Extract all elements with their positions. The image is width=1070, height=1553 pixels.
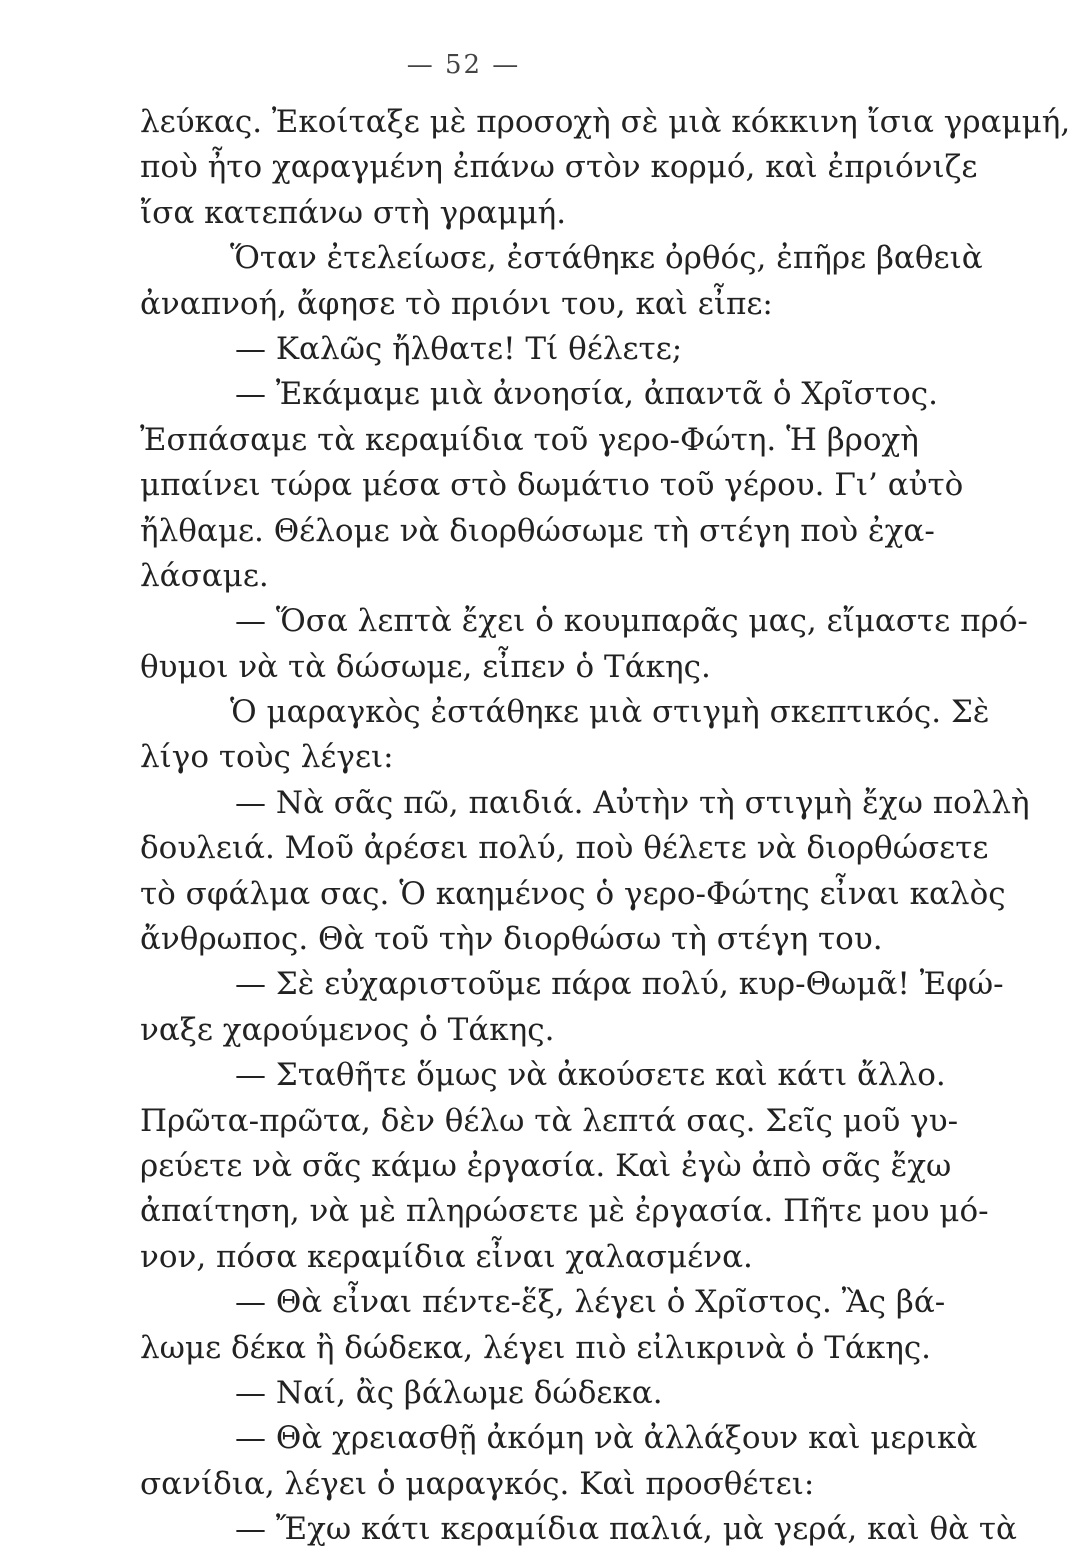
text-line: λίγο τοὺς λέγει: [140, 739, 394, 776]
text-line: — Θὰ χρειασθῇ ἀκόμη νὰ ἀλλάξουν καὶ μερικὰ [235, 1420, 978, 1457]
text-line: λεύκας. Ἐκοίταξε μὲ προσοχὴ σὲ μιὰ κόκκινη ἴσια γραμμή, [140, 104, 1070, 140]
text-line: — Ἔχω κάτι κεραμίδια παλιά, μὰ γερά, καὶ θὰ τὰ [235, 1511, 1017, 1548]
text-line: Ὅταν ἐτελείωσε, ἐστάθηκε ὀρθός, ἐπῆρε βαθειὰ [230, 240, 983, 277]
text-line: νον, πόσα κεραμίδια εἶναι χαλασμένα. [140, 1238, 753, 1275]
text-line: ἀναπνοή, ἄφησε τὸ πριόνι του, καὶ εἶπε: [140, 285, 773, 322]
text-line: — Σταθῆτε ὅμως νὰ ἀκούσετε καὶ κάτι ἄλλο. [235, 1057, 946, 1094]
text-line: — Ναί, ἂς βάλωμε δώδεκα. [235, 1374, 663, 1411]
text-line: λάσαμε. [140, 557, 269, 594]
body-text [140, 100, 1070, 1553]
text-line: Ὁ μαραγκὸς ἐστάθηκε μιὰ στιγμὴ σκεπτικός. Σὲ [230, 694, 990, 731]
text-line: — Νὰ σᾶς πῶ, παιδιά. Αὐτὴν τὴ στιγμὴ ἔχω πολλὴ [235, 784, 1030, 821]
text-line: — Ὅσα λεπτὰ ἔχει ὁ κουμπαρᾶς μας, εἴμαστε πρό- [235, 603, 1028, 640]
text-line: — Θὰ εἶναι πέντε-ἕξ, λέγει ὁ Χρῖστος. Ἂς βά- [235, 1284, 946, 1321]
text-line: ἄνθρωπος. Θὰ τοῦ τὴν διορθώσω τὴ στέγη του. [140, 921, 883, 958]
text-line: μπαίνει τώρα μέσα στὸ δωμάτιο τοῦ γέρου. Γι’ αὐτὸ [140, 467, 964, 504]
text-line: ἀπαίτηση, νὰ μὲ πληρώσετε μὲ ἐργασία. Πῆτε μου μό- [140, 1193, 989, 1230]
text-line: — Σὲ εὐχαριστοῦμε πάρα πολύ, κυρ-Θωμᾶ! Ἐφώ- [235, 966, 1004, 1003]
text-line: — Καλῶς ἤλθατε! Τί θέλετε; [235, 330, 683, 367]
page-number: — 52 — [406, 50, 521, 80]
text-line: Πρῶτα-πρῶτα, δὲν θέλω τὰ λεπτά σας. Σεῖς μοῦ γυ- [140, 1102, 959, 1139]
text-line: — Ἐκάμαμε μιὰ ἀνοησία, ἀπαντᾶ ὁ Χρῖστος. [235, 376, 938, 413]
text-line: θυμοι νὰ τὰ δώσωμε, εἶπεν ὁ Τάκης. [140, 648, 711, 685]
text-line: ἴσα κατεπάνω στὴ γραμμή. [140, 194, 567, 231]
text-line: τὸ σφάλμα σας. Ὁ καημένος ὁ γερο-Φώτης εἶναι καλὸς [140, 875, 1006, 912]
text-line: σανίδια, λέγει ὁ μαραγκός. Καὶ προσθέτει: [140, 1465, 815, 1502]
text-line: ἤλθαμε. Θέλομε νὰ διορθώσωμε τὴ στέγη ποὺ ἐχα- [140, 512, 935, 549]
text-line: ποὺ ἦτο χαραγμένη ἐπάνω στὸν κορμό, καὶ ἐπριόνιζε [140, 149, 978, 186]
text-line: δουλειά. Μοῦ ἀρέσει πολύ, ποὺ θέλετε νὰ διορθώσετε [140, 830, 989, 867]
text-line: Ἐσπάσαμε τὰ κεραμίδια τοῦ γερο-Φώτη. Ἡ βροχὴ [140, 421, 919, 458]
text-line: ρεύετε νὰ σᾶς κάμω ἐργασία. Καὶ ἐγὼ ἀπὸ σᾶς ἔχω [140, 1147, 952, 1184]
text-line: ναξε χαρούμενος ὁ Τάκης. [140, 1011, 555, 1048]
text-line: λωμε δέκα ἢ δώδεκα, λέγει πιὸ εἰλικρινὰ ὁ Τάκης. [140, 1329, 932, 1366]
